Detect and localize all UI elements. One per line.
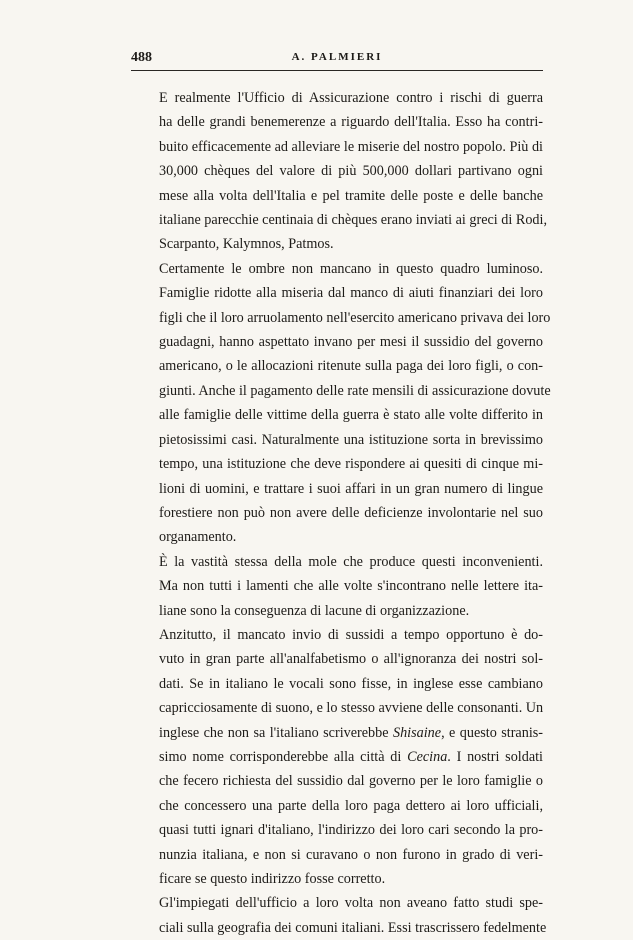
text-line: giunti. Anche il pagamento delle rate mensili di assicurazione dovute [159,382,551,399]
text-line: ha delle grandi benemerenze a riguardo dell'Italia. Esso ha contri- [159,114,543,131]
header-rule [131,70,543,71]
text-line: lioni di uomini, e trattare i suoi affari in un gran numero di lingue [159,480,543,497]
text-line: guadagni, hanno aspettato invano per mesi il sussidio del governo [159,334,543,351]
text-line: Ma non tutti i lamenti che alle volte s'incontrano nelle lettere ita- [159,578,543,595]
text-line: quasi tutti ignari d'italiano, l'indirizzo dei loro cari secondo la pro- [159,822,543,839]
text-line: È la vastità stessa della mole che produce questi inconvenienti. [159,553,543,570]
text-line: pietosissimi casi. Naturalmente una istituzione sorta in brevissimo [159,431,543,448]
text-line: Certamente le ombre non mancano in questo quadro luminoso. [159,260,543,277]
text-line: 30,000 chèques del valore di più 500,000 dollari partivano ogni [159,163,543,180]
text-line: Famiglie ridotte alla miseria dal manco di aiuti finanziari dei loro [159,285,543,302]
text-line: E realmente l'Ufficio di Assicurazione contro i rischi di guerra [159,90,543,106]
text-line: ciali sulla geografia dei comuni italiani. Essi trascrissero fedelmente [159,919,547,936]
text-line: simo nome corrisponderebbe alla città di Cecina. I nostri soldati [159,748,544,765]
paragraph [131,550,543,623]
text-line: nunzia italiana, e non si curavano o non furono in grado di veri- [159,846,543,863]
text-line: dati. Se in italiano le vocali sono fisse, in inglese esse cambiano [159,675,543,692]
paragraph [131,86,548,257]
text-line: inglese che non sa l'italiano scriverebbe Shisaine, e questo stranis- [159,724,544,741]
text-line: che fecero richiesta del sussidio dal governo per le loro famiglie o [159,773,543,790]
text-line: alle famiglie delle vittime della guerra è stato alle volte differito in [159,407,543,424]
paragraph [131,257,551,550]
paragraph [131,623,543,891]
text-line: Anzitutto, il mancato invio di sussidi a tempo opportuno è do- [159,626,543,643]
text-line: buito efficacemente ad alleviare le miserie del nostro popolo. Più di [159,138,543,155]
text-line: liane sono la conseguenza di lacune di organizzazione. [159,602,470,619]
text-line: mese alla volta dell'Italia e pel tramite delle poste e delle banche [159,187,543,204]
text-line: vuto in gran parte all'analfabetismo o all'ignoranza dei nostri sol- [159,651,543,668]
text-line: americano, o le allocazioni ritenute sulla paga dei loro figli, o con- [159,358,543,375]
page-number: 488 [131,50,152,65]
text-line: ficare se questo indirizzo fosse corretto. [159,871,386,887]
paragraph [131,891,547,940]
text-line: Scarpanto, Kalymnos, Patmos. [159,236,334,253]
page-header [131,50,543,70]
text-line: forestiere non può non avere delle deficienze involontarie nel suo [159,504,543,521]
text-line: Gl'impiegati dell'ufficio a loro volta non aveano fatto studi spe- [159,895,543,912]
text-line: che concessero una parte della loro paga dettero ai loro ufficiali, [159,797,543,814]
text-line: tempo, una istituzione che deve rispondere ai quesiti di cinque mi- [159,456,543,473]
text-line: capricciosamente di suono, e lo stesso avviene delle consonanti. Un [159,700,544,717]
text-line: organamento. [159,529,237,546]
text-line: italiane parecchie centinaia di chèques erano inviati ai greci di Rodi, [159,212,548,229]
body-text [131,86,551,940]
running-title: A. PALMIERI [291,51,383,63]
text-line: figli che il loro arruolamento nell'esercito americano privava dei loro [159,309,551,326]
